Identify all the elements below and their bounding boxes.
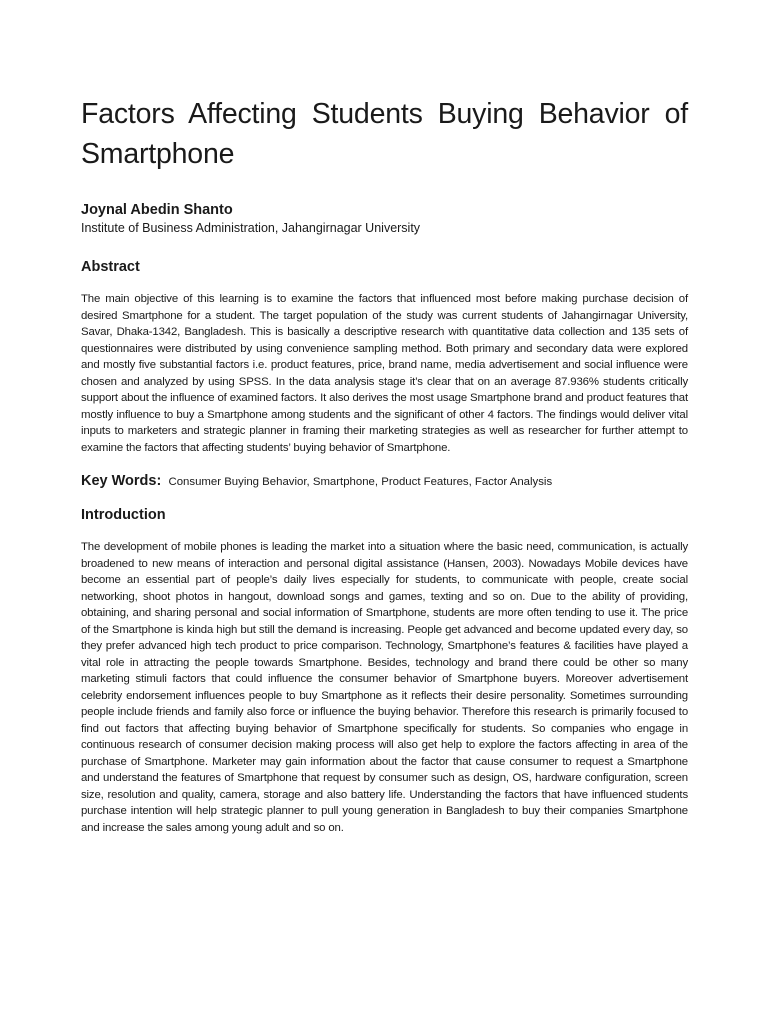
keywords-line (81, 471, 688, 492)
abstract-text: The main objective of this learning is to examine the factors that influenced most before making purchase decision of desired Smartphone for a student. The target population of the study was current students of Jahangirnagar University, Savar, Dhaka-1342, Bangladesh. This is basically a descriptive research with quantitative data collection and 135 sets of questionnaires were distributed by using convenience sampling method. Both primary and secondary data were explored and mostly five substantial factors i.e. product features, price, brand name, media advertisement and social influence were chosen and analyzed by using SPSS. In the data analysis stage it’s clear that on an average 87.936% students critically support about the influence of examined factors. It also derives the most usage Smartphone brand and product features that mostly influence to buy a Smartphone among students and the significant of other 4 factors. The findings would deliver vital inputs to marketers and strategic planner in framing their marketing strategies as well as researcher for further attempt to examine the factors that affecting students’ buying behavior of Smartphone. (81, 293, 688, 454)
abstract-heading: Abstract (81, 259, 140, 275)
author-affiliation: Institute of Business Administration, Jahangirnagar University (81, 221, 421, 235)
introduction-text: The development of mobile phones is leading the market into a situation where the basic need, communication, is actually broadened to new means of interaction and personal digital assistance (Hansen, 2003). Nowadays Mobile devices have become an essential part of people’s daily lives especially for students, to communicate with people, create social networking, shoot photos in hangout, download songs and games, texting and so on. Due to the ability of providing, obtaining, and sharing personal and social information of Smartphone, students are more often tending to use it. The price of the Smartphone is kinda high but still the demand is increasing. People get advanced and become updated every day, so they prefer advanced high tech product to price comparison. Technology, Smartphone’s features & facilities have played a vital role in attracting the people towards Smartphone. Besides, technology and brand there could be other so many marketing stimuli factors that could influence the consumer behavior of Smartphone buyers. Moreover advertisement celebrity endorsement influences people to buy Smartphone as it reflects their desire personality. Sometimes surrounding people include friends and family also force or influence the buying behavior. Therefore this research is primarily focused to find out factors that affecting buying behavior of Smartphone specifically for students. So companies who engage in continuous research of consumer decision making process will also get help to explore the factors affecting in area of the purchase of Smartphone. Marketer may gain information about the factor that cause consumer to request a Smartphone and understand the features of Smartphone that request by consumer such as design, OS, hardware configuration, screen size, resolution and quality, camera, storage and also battery life. Understanding the factors that have influenced students purchase intention will help strategic planner to pull young generation in Bangladesh to buy their companies Smartphone and increase the sales among young adult and so on. (81, 541, 688, 834)
keywords-label: Key Words: (81, 473, 162, 489)
paper-title: Factors Affecting Students Buying Behavior of Smartphone (81, 98, 688, 170)
keywords-text: Consumer Buying Behavior, Smartphone, Product Features, Factor Analysis (168, 476, 553, 488)
introduction-heading: Introduction (81, 507, 166, 523)
author-name: Joynal Abedin Shanto (81, 202, 233, 218)
document-page (81, 94, 688, 836)
